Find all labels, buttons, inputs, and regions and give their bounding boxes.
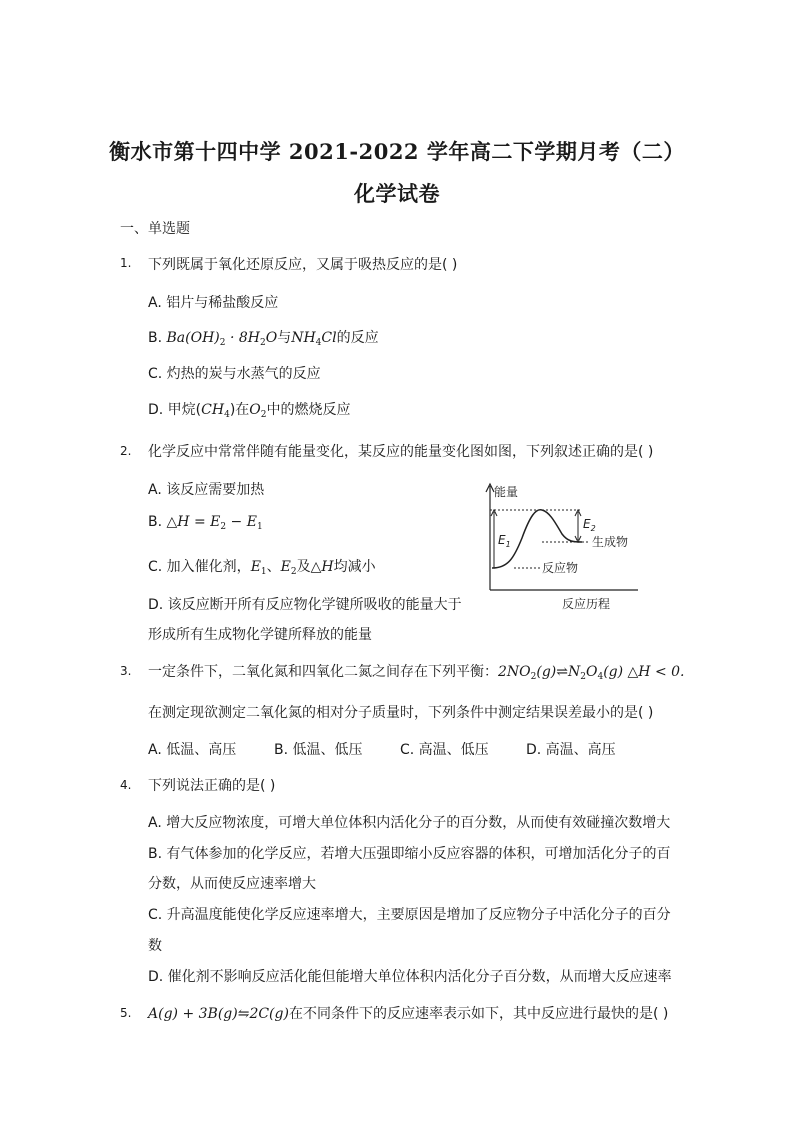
formula-o2: $O_2$ bbox=[249, 402, 267, 420]
question-2-option-d-line2: 形成所有生成物化学键所释放的能量 bbox=[148, 627, 372, 643]
e1-label: $E_1$ bbox=[498, 533, 511, 549]
question-3-option-b: B. 低温、低压 bbox=[274, 742, 363, 758]
question-2-option-d-line1: D. 该反应断开所有反应物化学键所吸收的能量大于 bbox=[148, 597, 462, 613]
question-4-option-d: D. 催化剂不影响反应活化能但能增大单位体积内活化分子百分数，从而增大反应速率 bbox=[148, 969, 672, 985]
question-4-stem: 下列说法正确的是( ) bbox=[148, 778, 276, 794]
question-4-option-b-line2: 分数，从而使反应速率增大 bbox=[148, 876, 316, 892]
question-1-option-a: A. 铝片与稀盐酸反应 bbox=[148, 295, 279, 311]
question-4-option-c-line2: 数 bbox=[148, 938, 162, 954]
question-3-option-c: C. 高温、低压 bbox=[400, 742, 489, 758]
question-3-stem: 一定条件下，二氧化氮和四氧化二氮之间存在下列平衡：$2NO_2(g)\rightleftharpoons N_2O_4(g)$ △H < 0. bbox=[148, 664, 685, 682]
exam-title: 衡水市第十四中学 2021-2022 学年高二下学期月考（二） bbox=[109, 139, 685, 164]
question-3-number: 3. bbox=[120, 664, 132, 678]
question-2-stem: 化学反应中常常伴随有能量变化，某反应的能量变化图如图，下列叙述正确的是( ) bbox=[148, 444, 654, 460]
formula-delta-h: △H = $E_2 - E_1$ bbox=[166, 514, 263, 532]
section-heading: 一、单选题 bbox=[120, 221, 190, 237]
question-5-stem: A(g) + 3B(g)⇋2C(g)在不同条件下的反应速率表示如下，其中反应进行最快的是( ) bbox=[148, 1006, 669, 1022]
product-label: 生成物 bbox=[592, 535, 629, 549]
question-1-stem: 下列既属于氧化还原反应，又属于吸热反应的是( ) bbox=[148, 257, 458, 273]
question-4-option-c-line1: C. 升高温度能使化学反应速率增大，主要原因是增加了反应物分子中活化分子的百分 bbox=[148, 907, 671, 923]
reaction-path-axis-label: 反应历程 bbox=[562, 597, 611, 611]
reaction-equation: A(g) + 3B(g)⇋2C(g) bbox=[148, 1006, 289, 1022]
formula-nh4cl: $NH_4Cl$ bbox=[291, 330, 337, 348]
question-2-number: 2. bbox=[120, 444, 132, 458]
question-2-option-a: A. 该反应需要加热 bbox=[148, 482, 265, 498]
question-4-option-a: A. 增大反应物浓度，可增大单位体积内活化分子的百分数，从而使有效碰撞次数增大 bbox=[148, 815, 671, 831]
question-2-option-c: C. 加入催化剂，$E_1$、$E_2$及△H均减小 bbox=[148, 559, 376, 577]
question-1-option-c: C. 灼热的炭与水蒸气的反应 bbox=[148, 366, 321, 382]
formula-ch4: $CH_4$ bbox=[201, 402, 230, 420]
question-3-option-a: A. 低温、高压 bbox=[148, 742, 237, 758]
energy-axis-label: 能量 bbox=[494, 485, 519, 499]
question-5-number: 5. bbox=[120, 1006, 132, 1020]
question-3-option-d: D. 高温、高压 bbox=[526, 742, 616, 758]
question-3-stem-line2: 在测定现欲测定二氧化氮的相对分子质量时，下列条件中测定结果误差最小的是( ) bbox=[148, 705, 654, 721]
equilibrium-equation: $2NO_2(g)\rightleftharpoons N_2O_4(g)$ △H < 0. bbox=[498, 664, 685, 682]
energy-diagram bbox=[478, 478, 658, 618]
reactant-label: 反应物 bbox=[542, 561, 579, 575]
question-1-option-d: D. 甲烷$(CH_4)$在$O_2$中的燃烧反应 bbox=[148, 402, 351, 420]
exam-subtitle: 化学试卷 bbox=[354, 181, 440, 206]
question-1-option-b: B. $Ba(OH)_2 \cdot 8H_2O$与$NH_4Cl$的反应 bbox=[148, 330, 379, 348]
e2-label: $E_2$ bbox=[583, 517, 596, 533]
question-2-option-b: B. △H = $E_2 - E_1$ bbox=[148, 514, 263, 532]
question-4-number: 4. bbox=[120, 778, 132, 792]
question-4-option-b-line1: B. 有气体参加的化学反应，若增大压强即缩小反应容器的体积，可增加活化分子的百 bbox=[148, 846, 671, 862]
question-1-number: 1. bbox=[120, 256, 132, 270]
formula-baoh2: $Ba(OH)_2 \cdot 8H_2O$ bbox=[166, 330, 278, 348]
